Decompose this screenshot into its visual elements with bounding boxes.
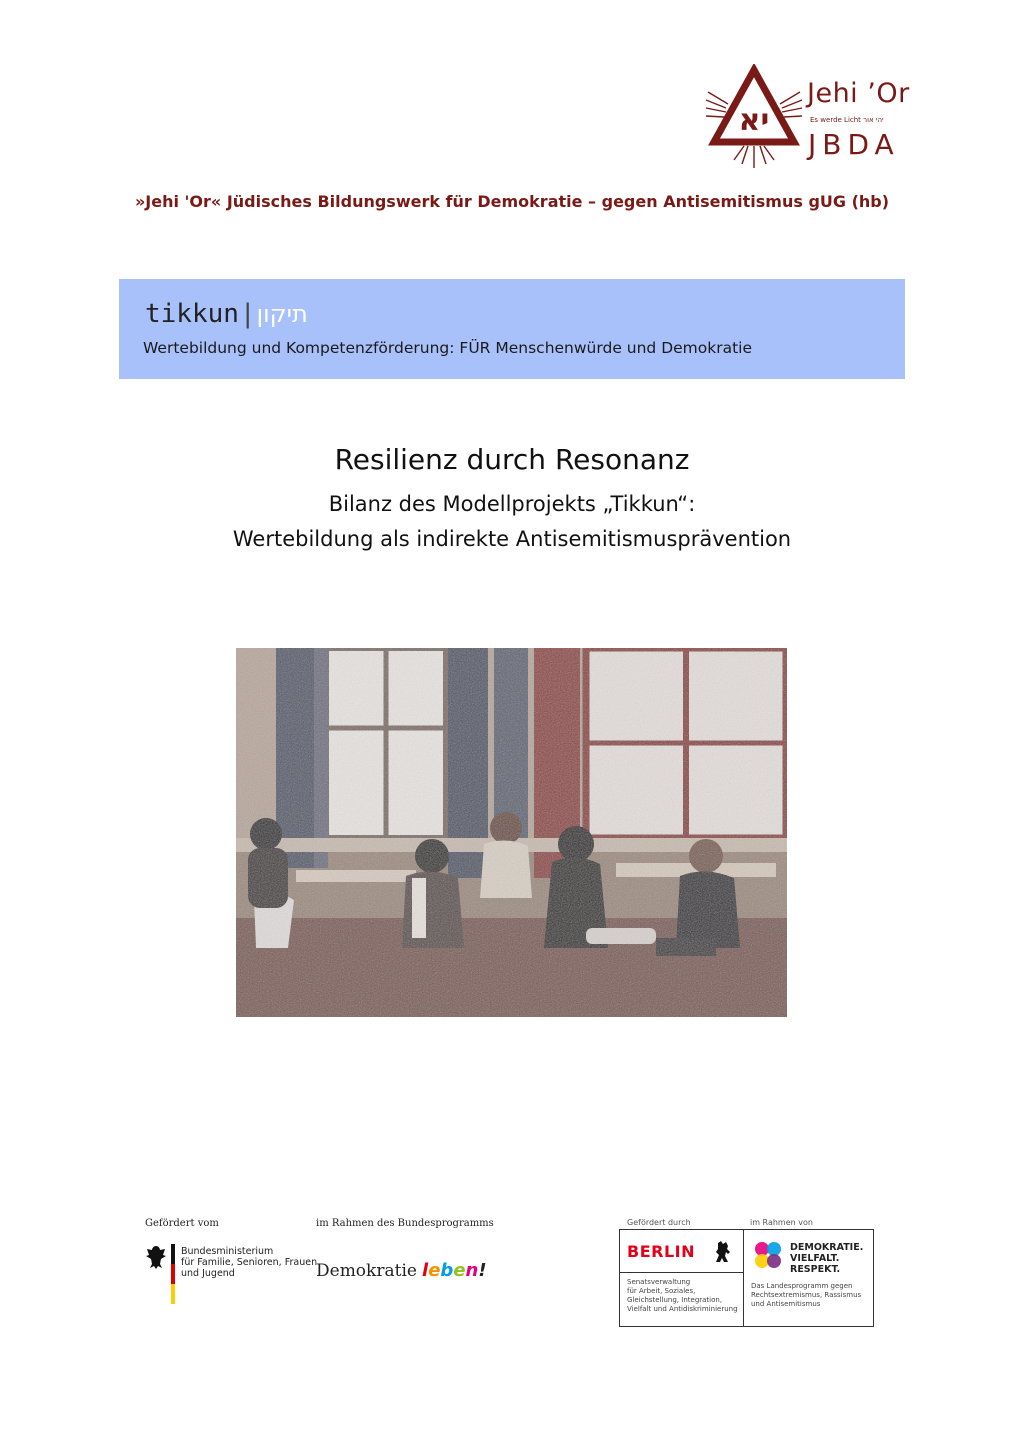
landes-line-1: Das Landesprogramm gegen — [751, 1282, 853, 1290]
dvr-line-2: VIELFALT. — [790, 1253, 840, 1264]
brand-latin: tikkun — [145, 299, 239, 329]
cover-photo — [236, 648, 787, 1017]
senats-line-4: Vielfalt und Antidiskriminierung — [627, 1305, 738, 1313]
logo-tagline: Es werde Licht יהי אור — [810, 116, 884, 124]
brand-hebrew: תיקון — [256, 300, 308, 328]
brand-separator: | — [239, 299, 256, 329]
berlin-bear-icon — [712, 1240, 734, 1264]
program-label: im Rahmen des Bundesprogramms — [316, 1218, 494, 1229]
triangle-emblem-icon — [704, 64, 804, 172]
logo-name: Jehi ’Or — [807, 78, 910, 109]
dvr-slogan — [790, 1242, 863, 1275]
organization-name: »Jehi 'Or« Jüdisches Bildungswerk für Demokratie – gegen Antisemitismus gUG (hb) — [134, 192, 890, 211]
project-banner — [119, 279, 905, 379]
jbda-logo — [704, 64, 909, 172]
banner-subtitle: Wertebildung und Kompetenzförderung: FÜR Menschenwürde und Demokratie — [143, 339, 753, 357]
ministry-name — [181, 1246, 317, 1279]
senats-line-3: Gleichstellung, Integration, — [627, 1296, 723, 1304]
berlin-funding-box — [619, 1229, 874, 1327]
program-name-2: leben! — [422, 1260, 487, 1281]
senats-line-1: Senatsverwaltung — [627, 1278, 691, 1286]
demokratie-leben-logo — [316, 1260, 487, 1281]
berlin-program-label: im Rahmen von — [750, 1218, 813, 1227]
document-subtitle-2: Wertebildung als indirekte Antisemitismusprävention — [232, 527, 792, 551]
funded-by-label: Gefördert vom — [145, 1218, 219, 1229]
dvr-line-3: RESPEKT. — [790, 1264, 841, 1275]
berlin-wordmark: BERLIN — [627, 1242, 695, 1261]
document-title: Resilienz durch Resonanz — [334, 443, 690, 476]
landes-line-2: Rechtsextremismus, Rassismus — [751, 1291, 862, 1299]
landesprogramm-text — [751, 1282, 861, 1309]
senats-text — [627, 1278, 738, 1314]
ministry-line-2: für Familie, Senioren, Frauen — [181, 1257, 318, 1268]
dvr-dots-icon — [752, 1239, 786, 1273]
landes-line-3: und Antisemitismus — [751, 1300, 821, 1308]
berlin-funded-label: Gefördert durch — [627, 1218, 691, 1227]
document-subtitle-1: Bilanz des Modellprojekts „Tikkun“: — [328, 492, 696, 516]
german-flag — [171, 1244, 175, 1304]
ministry-line-1: Bundesministerium — [181, 1246, 274, 1257]
dvr-line-1: DEMOKRATIE. — [790, 1242, 864, 1253]
classroom-photo-illustration — [236, 648, 787, 1017]
ministry-line-3: und Jugend — [181, 1268, 235, 1279]
logo-abbreviation: JBDA — [808, 128, 900, 161]
federal-eagle-icon — [145, 1244, 167, 1270]
program-name-1: Demokratie — [316, 1261, 417, 1281]
senats-line-2: für Arbeit, Soziales, — [627, 1287, 696, 1295]
emblem-letters: יא — [738, 103, 770, 138]
tikkun-brand — [145, 299, 308, 329]
